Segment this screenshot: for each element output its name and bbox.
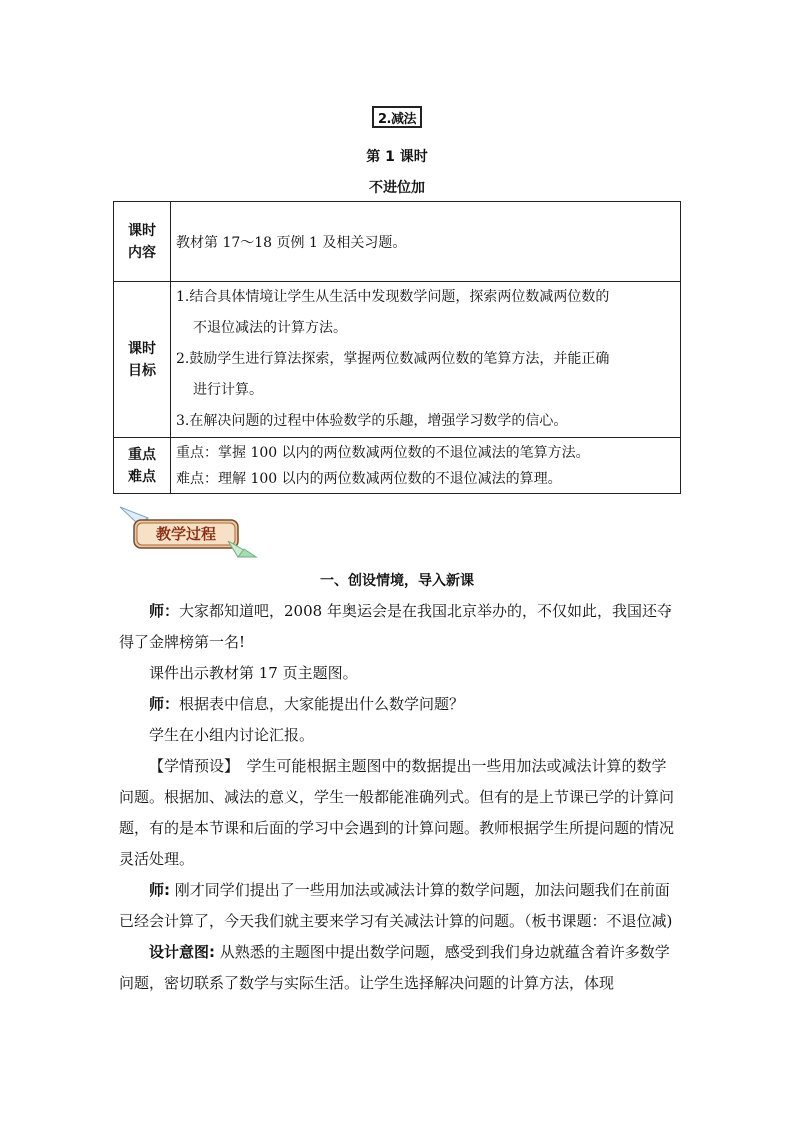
- speaker-label: 师:: [149, 881, 170, 899]
- teaching-process-badge: [118, 505, 258, 563]
- content-label: [114, 202, 171, 282]
- paragraph-5: [119, 751, 679, 875]
- key-points-row: [114, 438, 681, 494]
- key-label: [114, 438, 171, 494]
- speaker-label: 师：: [149, 602, 180, 620]
- speaker-label: 师：: [149, 695, 180, 713]
- key-point: 重点：掌握 100 以内的两位数减两位数的不退位减法的笔算方法。: [176, 444, 590, 461]
- content-row: [114, 202, 681, 282]
- section-body: [119, 596, 679, 999]
- content-label-line-2: 内容: [128, 244, 156, 261]
- paragraph-1-text: 大家都知道吧，2008 年奥运会是在我国北京举办的，不仅如此，我国还夺得了金牌榜第一名!: [119, 602, 672, 651]
- design-intent-label: 设计意图:: [149, 943, 215, 961]
- goal-1-line-2: 不退位减法的计算方法。: [193, 320, 347, 336]
- paragraph-4: 学生在小组内讨论汇报。: [149, 726, 315, 744]
- paragraph-6: [119, 875, 679, 937]
- key-points: [171, 438, 681, 494]
- paragraph-7: [119, 937, 679, 999]
- content-text: 教材第 17～18 页例 1 及相关习题。: [171, 202, 681, 282]
- paragraph-1: [119, 596, 679, 658]
- goal-row: [114, 282, 681, 438]
- content-label-line-1: 课时: [128, 222, 156, 239]
- paragraph-7-text: 从熟悉的主题图中提出数学问题，感受到我们身边就蕴含着许多数学问题，密切联系了数学与实际生活。让学生选择解决问题的计算方法，体现: [119, 943, 670, 992]
- lesson-number: 第 1 课时: [366, 149, 428, 165]
- paragraph-3: [119, 689, 679, 720]
- paragraph-3-text: 根据表中信息，大家能提出什么数学问题？: [179, 695, 465, 713]
- student-prediction-label: 【学情预设】: [149, 757, 232, 775]
- goal-label: [114, 282, 171, 438]
- difficult-point: 难点：理解 100 以内的两位数减两位数的不退位减法的算理。: [176, 470, 562, 487]
- key-label-line-2: 难点: [128, 468, 156, 485]
- goal-3: 3.在解决问题的过程中体验数学的乐趣，增强学习数学的信心。: [176, 413, 568, 429]
- section-title: 一、创设情境，导入新课: [320, 573, 474, 589]
- key-label-line-1: 重点: [128, 446, 156, 463]
- goal-1-line-1: 1.结合具体情境让学生从生活中发现数学问题，探索两位数减两位数的: [176, 289, 610, 305]
- paragraph-5-text: 学生可能根据主题图中的数据提出一些用加法或减法计算的数学问题。根据加、减法的意义，学生一般都能准确列式。但有的是上节课已学的计算问题，有的是本节课和后面的学习中会遇到的计算问题。教师根据学生所提问题的情况灵活处理。: [119, 757, 675, 868]
- chapter-title: 2.减法: [372, 106, 422, 128]
- goal-2-line-1: 2.鼓励学生进行算法探索，掌握两位数减两位数的笔算方法，并能正确: [176, 351, 610, 367]
- lesson-plan-table: [113, 201, 681, 494]
- badge-label: 教学过程: [155, 525, 217, 543]
- goal-label-line-1: 课时: [128, 340, 156, 357]
- goal-list: [171, 282, 681, 438]
- paragraph-6-text: 刚才同学们提出了一些用加法或减法计算的数学问题，加法问题我们在前面已经会计算了，今天我们就主要来学习有关减法计算的问题。（板书课题：不退位减): [119, 881, 673, 930]
- paragraph-2: 课件出示教材第 17 页主题图。: [149, 664, 358, 682]
- goal-2-line-2: 进行计算。: [193, 382, 263, 398]
- goal-label-line-2: 目标: [128, 362, 156, 379]
- lesson-topic: 不进位加: [369, 180, 425, 196]
